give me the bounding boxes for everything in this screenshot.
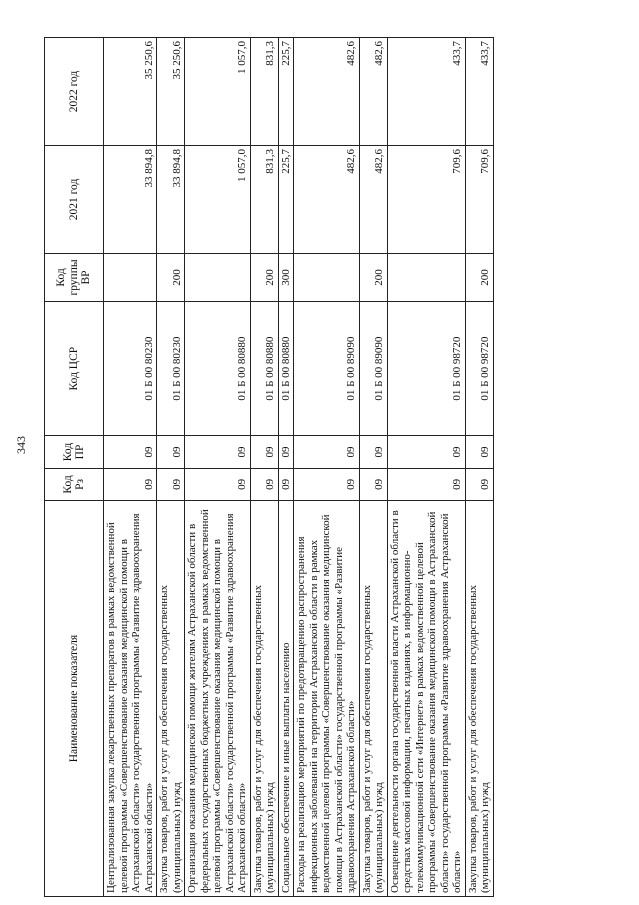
cell-name: Организация оказания медицинской помощи жителям Астраханской области в федеральных государственных бюджетных учреждениях в рамках ведомственной целевой программы «Совершенствование оказания медицинской помощи в Астраханской области» государственной программы «Развитие здравоохранения Астраханской области» [185,501,251,897]
cell-y2022: 482,6 [294,38,360,146]
header-2022: 2022 год [45,38,104,146]
cell-name: Закупка товаров, работ и услуг для обеспечения государственных (муниципальных) нужд [465,501,493,897]
table-row [250,38,278,897]
cell-pr: 09 [465,436,493,468]
cell-pr: 09 [359,436,387,468]
table-row [465,38,493,897]
cell-vr: 300 [278,253,294,301]
cell-rz: 09 [104,468,157,500]
table-body [104,38,494,897]
cell-pr: 09 [185,436,251,468]
cell-name: Освещение деятельности органа государственной власти Астраханской области в средствах массовой информации, печатных изданиях, в информационно-телекоммуникационной сети «Интернет» в рамках ведомственной целевой программы «Совершенствование оказания медицинской помощи в Астраханской области» государственной программы «Развитие здравоохранения Астраханской области» [387,501,465,897]
cell-csr: 01 Б 00 80880 [185,301,251,435]
cell-y2022: 35 250,6 [104,38,157,146]
cell-vr [104,253,157,301]
cell-y2021: 33 894,8 [104,146,157,254]
cell-name: Социальное обеспечение и иные выплаты населению [278,501,294,897]
budget-table [44,37,494,897]
cell-pr: 09 [250,436,278,468]
header-pr: Код ПР [45,436,104,468]
table-row [359,38,387,897]
cell-y2021: 33 894,8 [157,146,185,254]
cell-csr: 01 Б 00 98720 [387,301,465,435]
cell-vr: 200 [359,253,387,301]
cell-csr: 01 Б 00 80230 [104,301,157,435]
header-rz: Код Рз [45,468,104,500]
table-row [278,38,294,897]
cell-y2021: 831,3 [250,146,278,254]
cell-rz: 09 [465,468,493,500]
cell-csr: 01 Б 00 80230 [157,301,185,435]
cell-name: Закупка товаров, работ и услуг для обеспечения государственных (муниципальных) нужд [359,501,387,897]
cell-y2022: 831,3 [250,38,278,146]
cell-y2021: 482,6 [359,146,387,254]
table-row [157,38,185,897]
page-number: 343 [14,436,28,454]
cell-y2021: 225,7 [278,146,294,254]
cell-rz: 09 [250,468,278,500]
cell-y2021: 1 057,0 [185,146,251,254]
cell-y2022: 482,6 [359,38,387,146]
cell-pr: 09 [104,436,157,468]
cell-y2022: 433,7 [387,38,465,146]
cell-csr: 01 Б 00 80880 [278,301,294,435]
table-row [387,38,465,897]
cell-csr: 01 Б 00 80880 [250,301,278,435]
cell-vr [294,253,360,301]
cell-vr: 200 [250,253,278,301]
cell-rz: 09 [278,468,294,500]
cell-vr [185,253,251,301]
cell-y2022: 1 057,0 [185,38,251,146]
cell-name: Закупка товаров, работ и услуг для обеспечения государственных (муниципальных) нужд [157,501,185,897]
cell-rz: 09 [294,468,360,500]
cell-y2022: 433,7 [465,38,493,146]
cell-csr: 01 Б 00 89090 [359,301,387,435]
cell-rz: 09 [387,468,465,500]
cell-csr: 01 Б 00 98720 [465,301,493,435]
cell-vr: 200 [157,253,185,301]
cell-pr: 09 [157,436,185,468]
cell-pr: 09 [278,436,294,468]
cell-csr: 01 Б 00 89090 [294,301,360,435]
header-2021: 2021 год [45,146,104,254]
cell-y2021: 482,6 [294,146,360,254]
cell-y2021: 709,6 [465,146,493,254]
cell-name: Расходы на реализацию мероприятий по предотвращению распространения инфекционных заболеваний на территории Астраханской области в рамках ведомственной целевой программы «Совершенствование оказания медицинской помощи в Астраханской области» государственной программы «Развитие здравоохранения Астраханской области» [294,501,360,897]
cell-rz: 09 [359,468,387,500]
cell-pr: 09 [294,436,360,468]
cell-rz: 09 [157,468,185,500]
cell-vr [387,253,465,301]
table-row [294,38,360,897]
cell-pr: 09 [387,436,465,468]
cell-y2021: 709,6 [387,146,465,254]
cell-y2022: 35 250,6 [157,38,185,146]
cell-name: Закупка товаров, работ и услуг для обеспечения государственных (муниципальных) нужд [250,501,278,897]
cell-name: Централизованная закупка лекарственных препаратов в рамках ведомственной целевой программы «Совершенствование оказания медицинской помощи в Астраханской области» государственной программы «Развитие здравоохранения Астраханской области» [104,501,157,897]
table-header-row [45,38,104,897]
cell-rz: 09 [185,468,251,500]
cell-vr: 200 [465,253,493,301]
cell-y2022: 225,7 [278,38,294,146]
table-row [185,38,251,897]
header-vr: Код группы ВР [45,253,104,301]
header-csr: Код ЦСР [45,301,104,435]
header-name: Наименование показателя [45,501,104,897]
table-row [104,38,157,897]
